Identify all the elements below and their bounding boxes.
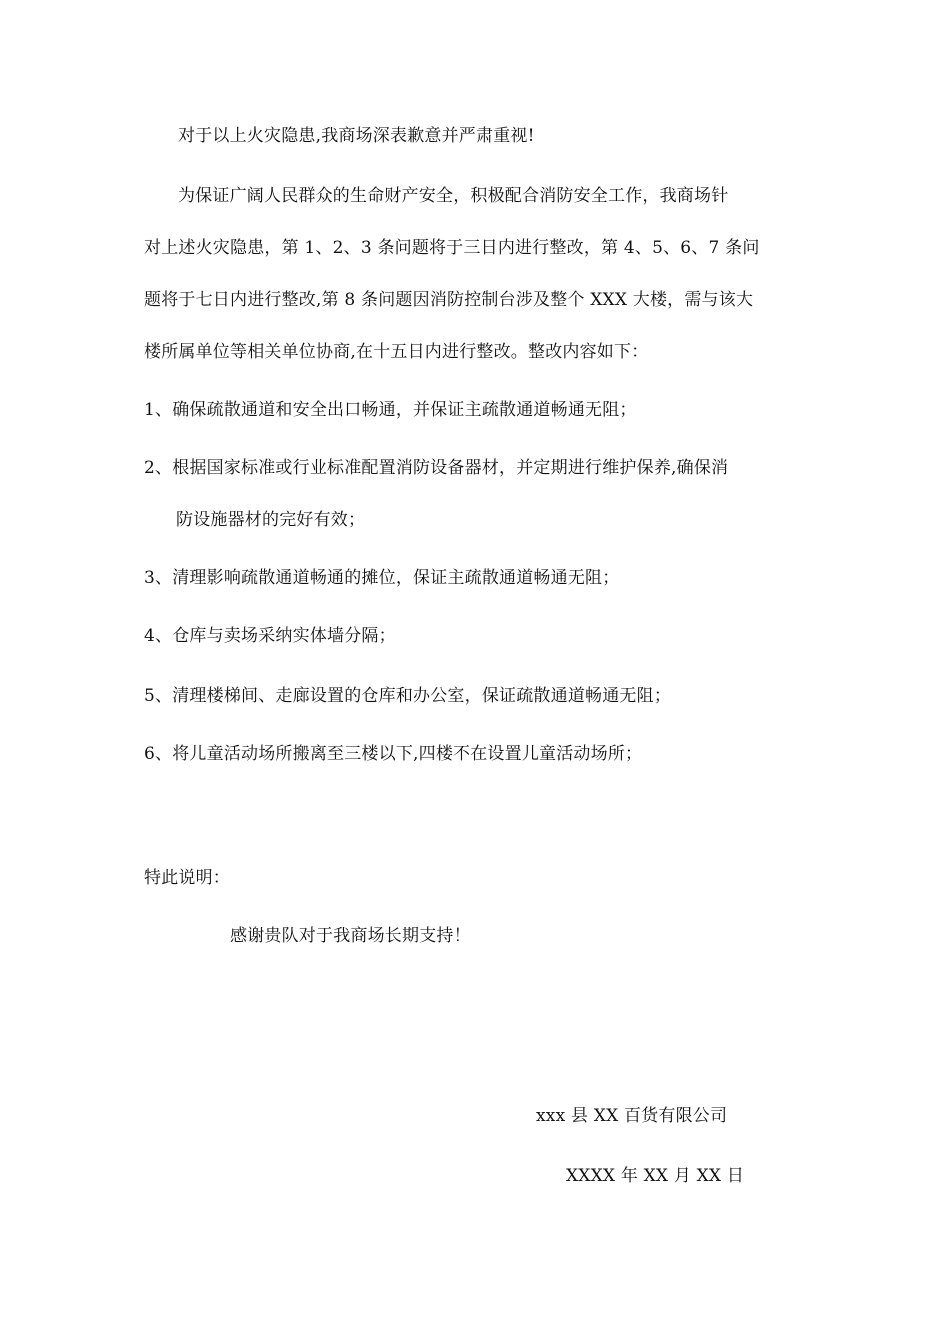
- thanks-line: 感谢贵队对于我商场长期支持！: [230, 926, 471, 946]
- list-item-4: 4、仓库与卖场采纳实体墙分隔；: [144, 626, 396, 646]
- list-item-2-line-1: 2、根据国家标准或行业标准配置消防设备器材，并定期进行维护保养,确保消: [144, 458, 729, 478]
- list-item-2-line-2: 防设施器材的完好有效；: [176, 510, 366, 530]
- apology-paragraph: 对于以上火灾隐患,我商场深表歉意并严肃重视!: [178, 126, 535, 146]
- closing-label: 特此说明：: [144, 868, 230, 888]
- plan-paragraph-line-1: 为保证广阔人民群众的生命财产安全，积极配合消防安全工作，我商场针: [178, 186, 729, 206]
- list-item-3: 3、清理影响疏散通道畅通的摊位，保证主疏散通道畅通无阻；: [144, 568, 620, 588]
- list-item-6: 6、将儿童活动场所搬离至三楼以下,四楼不在设置儿童活动场所；: [144, 744, 643, 764]
- list-item-1: 1、确保疏散通道和安全出口畅通，并保证主疏散通道畅通无阻；: [144, 400, 637, 420]
- plan-paragraph-line-3: 题将于七日内进行整改,第 8 条问题因消防控制台涉及整个 XXX 大楼，需与该大: [144, 290, 754, 310]
- signature-date: XXXX 年 XX 月 XX 日: [566, 1166, 745, 1186]
- list-item-5: 5、清理楼梯间、走廊设置的仓库和办公室，保证疏散通道畅通无阻；: [144, 686, 672, 706]
- plan-paragraph-line-4: 楼所属单位等相关单位协商,在十五日内进行整改。整改内容如下：: [144, 342, 649, 362]
- plan-paragraph-line-2: 对上述火灾隐患，第 1、2、3 条问题将于三日内进行整改，第 4、5、6、7 条问: [144, 238, 760, 258]
- signature-company: xxx 县 XX 百货有限公司: [536, 1106, 728, 1126]
